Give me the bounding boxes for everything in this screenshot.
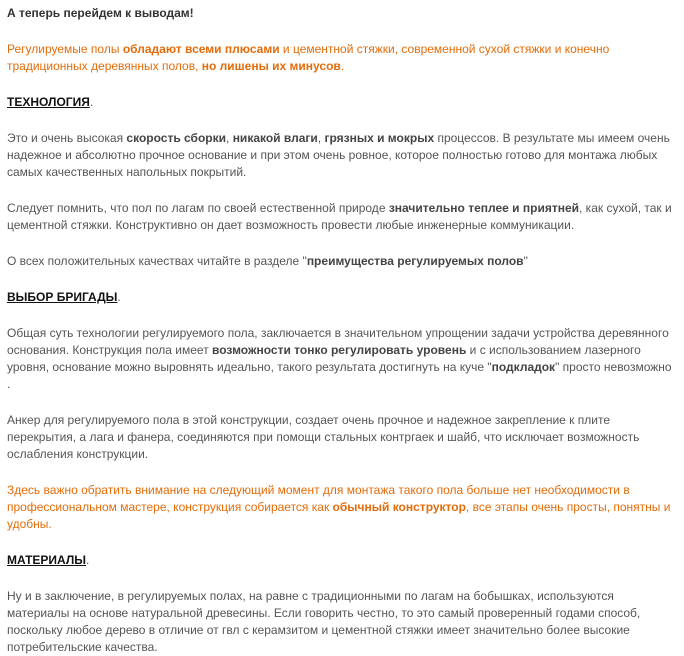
bold-text: значительно теплее и приятней (388, 201, 580, 215)
tech-paragraph-2 (7, 200, 677, 234)
heading-text: ВЫБОР БРИГАДЫ (7, 290, 118, 304)
text: и цементной стяжки, современной сухой стяжки и конечно традиционных деревянных полов, (7, 42, 610, 73)
bold-text: никакой влаги (232, 131, 318, 145)
heading-dot: . (117, 290, 121, 304)
advantages-link[interactable]: преимущества регулируемых полов (306, 254, 524, 268)
materials-paragraph-1: Ну и в заключение, в регулируемых полах, на равне с традиционными по лагам на бобышках, используются материалы на основе натуральной древесины. Если говорить честно, то это самый проверенный годами способ, поскольку любое дерево в отличие от гвл с керамзитом и цементной стяжки имеет значительно более высокие потребительские качества. (7, 589, 641, 654)
section-heading-technology (7, 94, 677, 111)
bold-text: подкладок (491, 360, 556, 374)
heading-text: МАТЕРИАЛЫ (7, 553, 87, 567)
heading-text: ТЕХНОЛОГИЯ (7, 95, 90, 109)
bold-text: скорость сборки (126, 131, 227, 145)
intro-heading: А теперь перейдем к выводам! (7, 6, 194, 20)
bold-text: обычный конструктор (332, 500, 466, 514)
text: Общая суть технологии регулируемого пола, заключается в значительном упрощении задачи устройства деревянного основания. Конструкция пола имеет (7, 326, 669, 357)
text: , все этапы очень просты, понятны и удобны. (7, 500, 671, 531)
text: О всех положительных качествах читайте в разделе " (7, 254, 307, 268)
text: . (340, 59, 345, 73)
bold-text: обладают всеми плюсами (122, 42, 280, 56)
tech-paragraph-3 (7, 253, 677, 270)
text: , как сухой, так и цементной стяжки. Конструктивно он дает возможность провести любые инженерные коммуникации. (7, 201, 672, 232)
section-heading-materials (7, 552, 677, 569)
heading-dot: . (86, 553, 90, 567)
text: " просто невозможно . (7, 360, 672, 391)
text: , (317, 131, 325, 145)
section-heading-team (7, 289, 677, 306)
text: Здесь важно обратить внимание на следующий момент для монтажа такого пола больше нет необходимости в профессиональном мастере, конструкция собирается как (7, 483, 630, 514)
text: Регулируемые полы (7, 42, 123, 56)
text: Это и очень высокая (7, 131, 127, 145)
text: , (226, 131, 233, 145)
text: процессов. В результате мы имеем очень надежное и абсолютно прочное основание и при этом очень ровное, которое полностью готово для монтажа любых самых качественных напольных покрытий. (7, 131, 670, 179)
bold-text: но лишены их минусов (201, 59, 341, 73)
team-paragraph-3 (7, 482, 677, 533)
text: и с использованием лазерного уровня, основание можно выровнять идеально, такого результата достигнуть на куче " (7, 343, 641, 374)
text: " (523, 254, 528, 268)
team-paragraph-1 (7, 325, 677, 393)
team-paragraph-2: Анкер для регулируемого пола в этой конструкции, создает очень прочное и надежное закрепление к плите перекрытия, а лага и фанера, соединяются при помощи стальных контргаек и шайб, что исключает возможность ослабления конструкции. (7, 413, 640, 461)
bold-text: возможности тонко регулировать уровень (212, 343, 467, 357)
tech-paragraph-1 (7, 130, 677, 181)
summary-paragraph (7, 41, 677, 75)
bold-text: грязных и мокрых (324, 131, 435, 145)
heading-dot: . (89, 95, 94, 109)
text: Следует помнить, что пол по лагам по своей естественной природе (7, 201, 389, 215)
